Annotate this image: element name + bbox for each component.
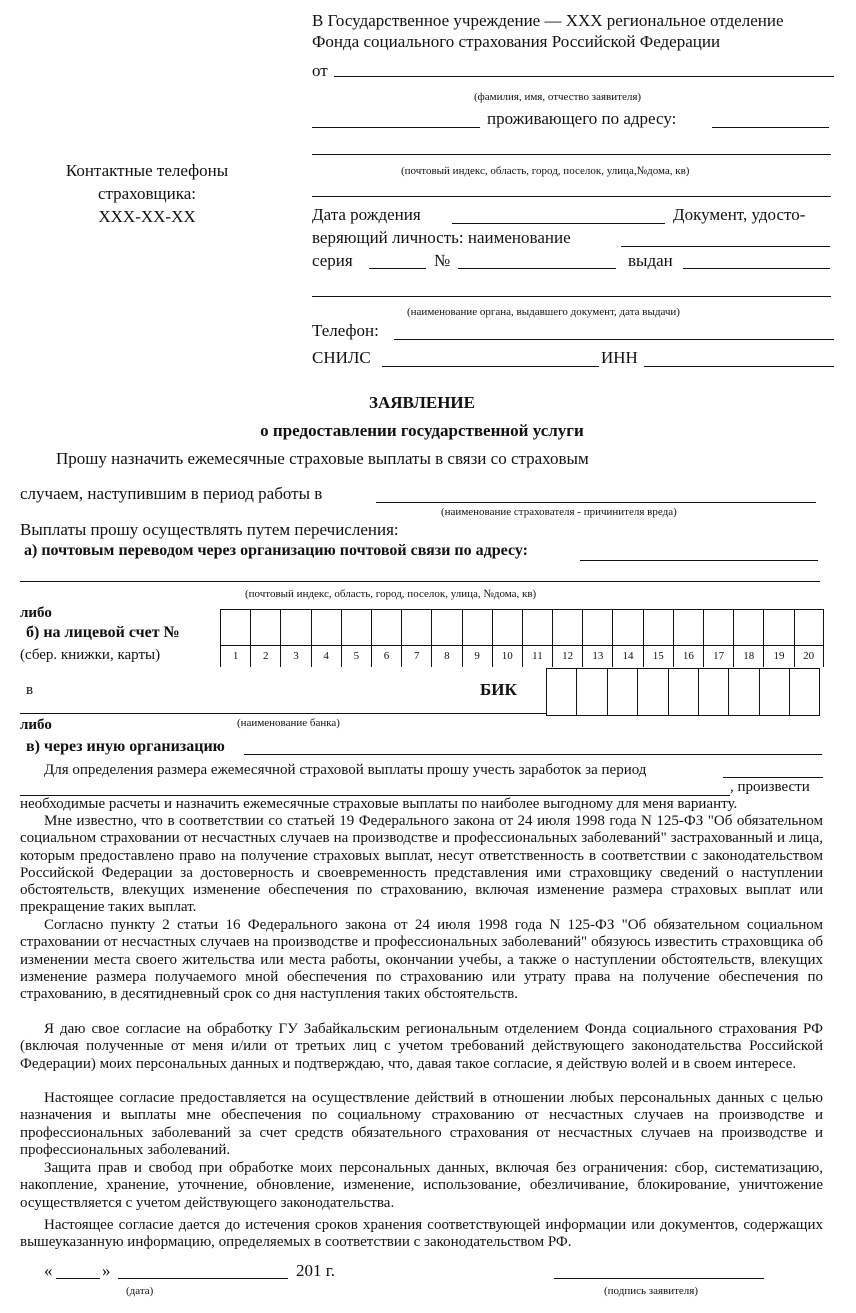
or-label-2: либо	[20, 717, 52, 733]
account-index-16: 16	[673, 646, 703, 667]
fio-field[interactable]	[334, 76, 834, 77]
page-subtitle: о предоставлении государственной услуги	[260, 421, 584, 440]
issuer-field[interactable]	[312, 296, 831, 297]
issuer-hint: (наименование органа, выдавшего документ, дата выдачи)	[407, 306, 680, 318]
account-index-2: 2	[250, 646, 280, 667]
bik-digit-cell[interactable]	[759, 668, 789, 716]
doc-label2: веряющий личность: наименование	[312, 228, 571, 247]
account-digit-cell[interactable]	[371, 609, 401, 646]
bik-grid	[546, 668, 820, 716]
payment-intro: Выплаты прошу осуществлять путем перечисления:	[20, 520, 399, 539]
option-b: б) на лицевой счет №	[26, 624, 180, 641]
request-line1: Прошу назначить ежемесячные страховые выплаты в связи со страховым	[56, 449, 589, 468]
contacts-line1: Контактные телефоны	[65, 161, 229, 180]
account-index-13: 13	[582, 646, 612, 667]
account-index-8: 8	[431, 646, 461, 667]
account-index-6: 6	[371, 646, 401, 667]
period-text-end: , произвести	[730, 779, 810, 795]
account-index-19: 19	[763, 646, 793, 667]
account-digit-cell[interactable]	[733, 609, 763, 646]
in-label: в	[26, 682, 34, 698]
account-index-18: 18	[733, 646, 763, 667]
account-digit-cell[interactable]	[401, 609, 431, 646]
number-label: №	[434, 251, 451, 270]
account-digit-cell[interactable]	[250, 609, 280, 646]
account-index-9: 9	[462, 646, 492, 667]
year-label: 201 г.	[296, 1261, 336, 1280]
period-text-cont: необходимые расчеты и назначить ежемесячные страховые выплаты по наиболее выгодному для меня варианту.	[20, 796, 738, 812]
account-index-1: 1	[220, 646, 250, 667]
account-index-17: 17	[703, 646, 733, 667]
postal-address-hint: (почтовый индекс, область, город, поселок, улица, №дома, кв)	[245, 588, 537, 600]
account-number-grid	[220, 609, 824, 646]
option-c: в) через иную организацию	[26, 738, 225, 755]
bik-digit-cell[interactable]	[668, 668, 698, 716]
account-digit-cell[interactable]	[462, 609, 492, 646]
page-title: ЗАЯВЛЕНИЕ	[368, 393, 475, 412]
snils-field[interactable]	[382, 366, 599, 367]
series-field[interactable]	[369, 268, 426, 269]
month-field[interactable]	[118, 1278, 288, 1279]
bik-digit-cell[interactable]	[728, 668, 758, 716]
quote-close: »	[102, 1261, 111, 1280]
doc-name-field[interactable]	[621, 246, 830, 247]
phone-label: Телефон:	[312, 321, 379, 340]
paragraph-notification: Согласно пункту 2 статьи 16 Федерального закона от 24 июля 1998 года N 125-ФЗ "Об обязательном социальном страховании от несчастных случаев на производстве и профессиональных заболеваний" обязуюсь известить страховщика об изменении места своего жительства или места работы, окончании учебы, а также о наступлении обстоятельств, влекущих изменение размера получаемого мной обеспечения по страхованию или утрату права на получение обеспечения по страхованию, в десятидневный срок со дня наступления таких обстоятельств.	[20, 917, 823, 1003]
account-digit-cell[interactable]	[311, 609, 341, 646]
day-field[interactable]	[56, 1278, 100, 1279]
bank-name-field[interactable]	[20, 713, 546, 714]
phone-field[interactable]	[394, 339, 834, 340]
account-digit-cell[interactable]	[341, 609, 371, 646]
account-index-3: 3	[280, 646, 310, 667]
option-b-hint: (сбер. книжки, карты)	[20, 647, 161, 663]
other-org-field[interactable]	[244, 754, 822, 755]
signature-field[interactable]	[554, 1278, 764, 1279]
postal-address-field-1[interactable]	[580, 560, 818, 561]
account-index-7: 7	[401, 646, 431, 667]
bik-label: БИК	[480, 680, 517, 699]
account-digit-cell[interactable]	[431, 609, 461, 646]
account-digit-cell[interactable]	[220, 609, 250, 646]
paragraph-term: Настоящее согласие дается до истечения сроков хранения соответствующей информации или документов, содержащих вышеуказанную информацию, определяемых в соответствии с законодательством РФ.	[20, 1217, 823, 1251]
residing-prefix-field[interactable]	[312, 127, 480, 128]
snils-label: СНИЛС	[312, 348, 371, 367]
employer-hint: (наименование страхователя - причинителя вреда)	[441, 506, 677, 518]
contacts-phone: XXX-XX-XX	[98, 207, 196, 226]
account-digit-cell[interactable]	[552, 609, 582, 646]
account-index-12: 12	[552, 646, 582, 667]
bik-digit-cell[interactable]	[546, 668, 576, 716]
birth-label: Дата рождения	[312, 205, 421, 224]
account-index-15: 15	[643, 646, 673, 667]
account-digit-cell[interactable]	[794, 609, 824, 646]
doc-number-field[interactable]	[458, 268, 616, 269]
paragraph-consent: Я даю свое согласие на обработку ГУ Забайкальским региональным отделением Фонда социального страхования РФ (включая полученные от меня и/или от третьих лиц с учетом требований действующего законодательства Российской Федерации) моих персональных данных и подтверждаю, что, давая такое согласие, я действую волей и в своем интересе.	[20, 1021, 823, 1072]
account-digit-cell[interactable]	[673, 609, 703, 646]
employer-field[interactable]	[376, 502, 816, 503]
contacts-line2: страховщика:	[97, 184, 197, 203]
paragraph-protection: Защита прав и свобод при обработке моих персональных данных, включая без ограничения: сбор, систематизацию, накопление, хранение, уточнение, обновление, изменение, использование, обезличивание, блокирование, уничтожение осуществляется с учетом действующего законодательства.	[20, 1160, 823, 1211]
account-index-20: 20	[794, 646, 824, 667]
from-label: от	[312, 61, 328, 80]
account-index-14: 14	[612, 646, 642, 667]
series-label: серия	[312, 251, 353, 270]
account-index-4: 4	[311, 646, 341, 667]
account-index-10: 10	[492, 646, 522, 667]
bank-hint: (наименование банка)	[237, 717, 340, 729]
period-text: Для определения размера ежемесячной страховой выплаты прошу учесть заработок за период	[44, 762, 647, 778]
or-label-1: либо	[20, 605, 52, 621]
account-digit-cell[interactable]	[643, 609, 673, 646]
period-field-1[interactable]	[723, 777, 823, 778]
address-field-3[interactable]	[312, 196, 831, 197]
account-digit-cell[interactable]	[703, 609, 733, 646]
bik-digit-cell[interactable]	[698, 668, 728, 716]
bik-digit-cell[interactable]	[607, 668, 637, 716]
addressee-line1: В Государственное учреждение — XXX региональное отделение	[312, 11, 784, 30]
address-field-2[interactable]	[312, 154, 831, 155]
request-line2: случаем, наступившим в период работы в	[20, 484, 323, 503]
bik-digit-cell[interactable]	[576, 668, 606, 716]
issued-field[interactable]	[683, 268, 830, 269]
date-hint: (дата)	[126, 1285, 154, 1297]
doc-label: Документ, удосто-	[673, 205, 806, 224]
issued-label: выдан	[628, 251, 673, 270]
residing-label: проживающего по адресу:	[487, 109, 677, 128]
account-number-index-row	[220, 646, 824, 667]
account-digit-cell[interactable]	[492, 609, 522, 646]
paragraph-responsibility: Мне известно, что в соответствии со статьей 19 Федерального закона от 24 июля 1998 года N 125-ФЗ "Об обязательном социальном страховании от несчастных случаев на производстве и профессиональных заболеваний" застрахованный и лица, которым предоставлено право на получение страховых выплат, несут ответственность в соответствии с законодательством Российской Федерации за достоверность и своевременность представления ими страховщику сведений о наступлении обстоятельств, влекущих изменение обеспечения по страхованию, включая изменение размера страховых выплат или прекращение таких выплат.	[20, 813, 823, 916]
paragraph-consent-scope: Настоящее согласие предоставляется на осуществление действий в отношении любых персональных данных с целью назначения и выплаты мне обеспечения по социальному страхованию от несчастных случаев на производстве и профессиональных заболеваний за счет средств обязательного страхования от несчастных случаев на производстве и профессиональных заболеваний.	[20, 1090, 823, 1158]
bik-digit-cell[interactable]	[637, 668, 667, 716]
address-hint: (почтовый индекс, область, город, поселок, улица,№дома, кв)	[401, 165, 690, 177]
option-a: а) почтовым переводом через организацию почтовой связи по адресу:	[24, 542, 528, 559]
postal-address-field-2[interactable]	[20, 581, 820, 582]
inn-field[interactable]	[644, 366, 834, 367]
bik-digit-cell[interactable]	[789, 668, 819, 716]
address-field-1[interactable]	[712, 127, 829, 128]
account-index-11: 11	[522, 646, 552, 667]
account-digit-cell[interactable]	[582, 609, 612, 646]
account-digit-cell[interactable]	[280, 609, 310, 646]
addressee-line2: Фонда социального страхования Российской Федерации	[312, 32, 721, 51]
account-digit-cell[interactable]	[612, 609, 642, 646]
account-digit-cell[interactable]	[522, 609, 552, 646]
account-index-5: 5	[341, 646, 371, 667]
fio-hint: (фамилия, имя, отчество заявителя)	[474, 91, 642, 103]
birth-date-field[interactable]	[452, 223, 665, 224]
signature-hint: (подпись заявителя)	[604, 1285, 699, 1297]
inn-label: ИНН	[601, 348, 638, 367]
quote-open: «	[44, 1261, 53, 1280]
account-digit-cell[interactable]	[763, 609, 793, 646]
